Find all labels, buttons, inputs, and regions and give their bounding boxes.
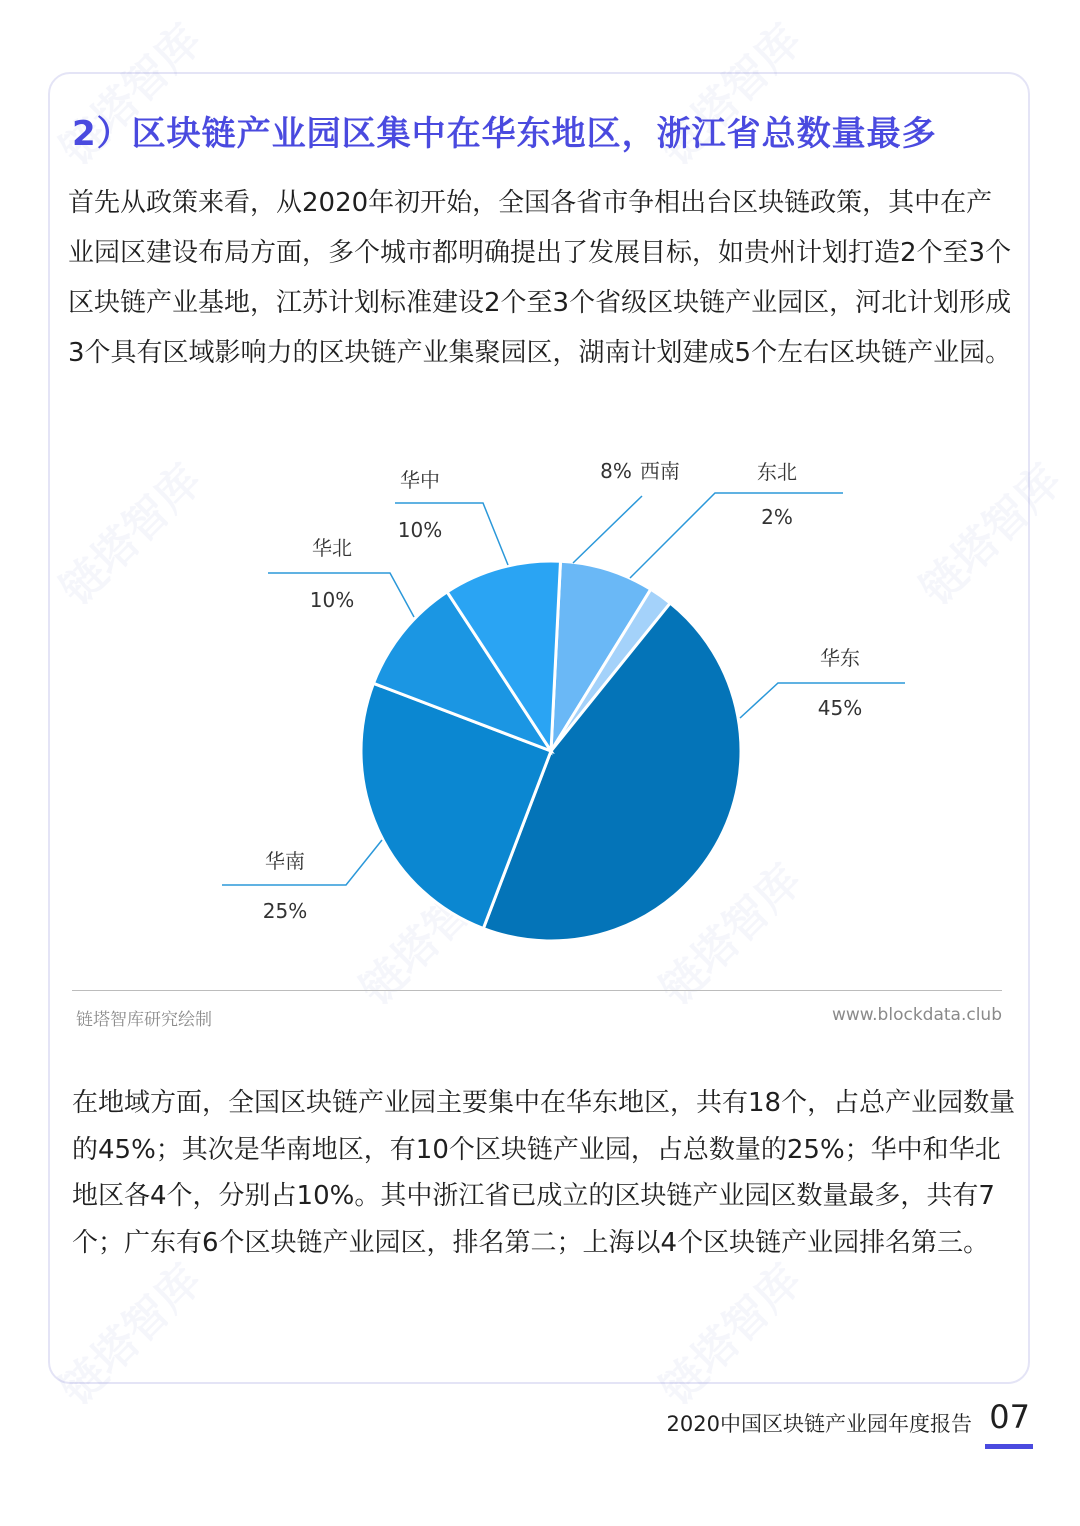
leader-line-northeast	[630, 493, 843, 578]
slice-name-east: 华东	[820, 646, 860, 670]
leader-line-southwest	[573, 496, 642, 563]
policy-paragraph: 首先从政策来看，从2020年初开始，全国各省市争相出台区块链政策，其中在产业园区建设布局方面，多个城市都明确提出了发展目标，如贵州计划打造2个至3个区块链产业基地，江苏计划标准建设2个至3个省级区块链产业园区，河北计划形成3个具有区域影响力的区块链产业集聚园区，湖南计划建成5个左右区块链产业园。	[68, 188, 1012, 368]
slice-name-central: 华中	[400, 468, 440, 492]
page-number: 07	[989, 1398, 1030, 1436]
footer-report-title: 2020中国区块链产业园年度报告	[666, 1412, 972, 1436]
region-paragraph: 在地域方面，全国区块链产业园主要集中在华东地区，共有18个，占总产业园数量的45%；其次是华南地区，有10个区块链产业园，占总数量的25%；华中和华北地区各4个，分别占10%。其中浙江省已成立的区块链产业园区数量最多，共有7个；广东有6个区块链产业园区，排名第二；上海以4个区块链产业园排名第三。	[72, 1088, 1016, 1258]
section-heading: 2）区块链产业园区集中在华东地区，浙江省总数量最多	[72, 114, 937, 154]
slice-label-southwest: 8% 西南	[600, 459, 680, 483]
source-note: 链塔智库研究绘制	[76, 1010, 212, 1030]
slice-value-northeast: 2%	[761, 505, 793, 529]
divider	[72, 990, 1002, 991]
slice-name-northeast: 东北	[757, 460, 797, 484]
slice-value-central: 10%	[397, 518, 443, 542]
slice-name-north: 华北	[312, 536, 352, 560]
page-number-underline	[985, 1444, 1033, 1449]
website-link[interactable]: www.blockdata.club	[832, 1005, 1002, 1025]
slice-value-north: 10%	[309, 588, 355, 612]
slice-value-east: 45%	[817, 696, 863, 720]
slice-name-south: 华南	[265, 849, 305, 873]
slice-value-south: 25%	[262, 899, 308, 923]
